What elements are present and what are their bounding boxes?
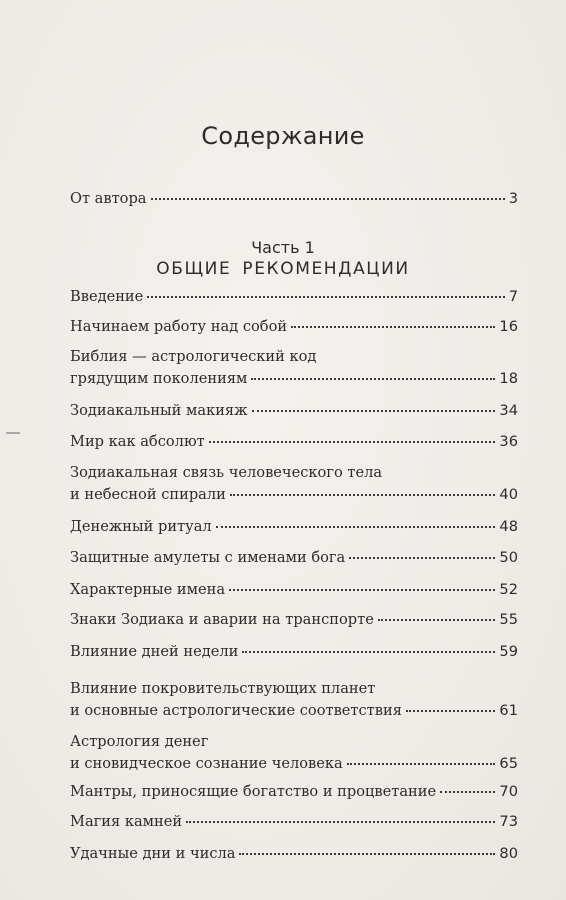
dot-leader (216, 526, 496, 528)
toc-entry-text: Астрология денег (70, 733, 209, 750)
toc-page-number: 70 (499, 783, 518, 800)
toc-entry-text: Характерные имена (70, 581, 226, 598)
toc-entry[interactable] (70, 843, 518, 865)
toc-entry[interactable] (70, 462, 518, 506)
dot-leader (378, 619, 496, 621)
toc-entry-line (70, 731, 518, 753)
toc-page-number: 80 (499, 845, 518, 862)
toc-page-number: 55 (499, 611, 518, 628)
dot-leader (239, 853, 495, 855)
toc-entry-text: и сновидческое сознание человека (70, 755, 343, 772)
toc-entry[interactable] (70, 609, 518, 631)
dot-leader (229, 589, 495, 591)
dot-leader (209, 441, 496, 443)
toc-entry-text: Магия камней (70, 813, 183, 830)
toc-entry-text: Влияние дней недели (70, 643, 239, 660)
toc-entry-text: и основные астрологические соответствия (70, 702, 402, 719)
toc-entry-line (70, 484, 518, 506)
toc-entry-line (70, 547, 518, 569)
dot-leader (291, 326, 495, 328)
dot-leader (151, 198, 505, 200)
toc-entry-text: От автора (70, 190, 147, 207)
toc-page-number: 16 (499, 318, 518, 335)
toc-entry-text: Защитные амулеты с именами бога (70, 549, 346, 566)
margin-mark (6, 432, 20, 434)
dot-leader (406, 710, 496, 712)
toc-entry-preface[interactable] (70, 188, 518, 210)
toc-entry[interactable] (70, 431, 518, 453)
toc-entry-line (70, 462, 518, 484)
toc-entry-text: Введение (70, 288, 144, 305)
toc-entry[interactable] (70, 400, 518, 422)
toc-page-number: 52 (499, 581, 518, 598)
toc-entry[interactable] (70, 678, 518, 722)
toc-page-number: 36 (499, 433, 518, 450)
toc-page-number: 50 (499, 549, 518, 566)
toc-entry-text: и небесной спирали (70, 486, 226, 503)
toc-entry-text: Начинаем работу над собой (70, 318, 288, 335)
toc-entry-text: грядущим поколениям (70, 370, 248, 387)
toc-entry[interactable] (70, 811, 518, 833)
toc-entry[interactable] (70, 316, 518, 338)
dot-leader (349, 557, 495, 559)
toc-page-number: 73 (499, 813, 518, 830)
toc-entry-text: Мантры, приносящие богатство и процветание (70, 783, 437, 800)
toc-entry-line (70, 641, 518, 663)
page-title: Содержание (201, 122, 365, 150)
toc-entry-line (70, 316, 518, 338)
toc-entry-text: Мир как абсолют (70, 433, 205, 450)
toc-entry-line (70, 400, 518, 422)
toc-entry[interactable] (70, 516, 518, 538)
toc-entry-line (70, 678, 518, 700)
dot-leader (252, 410, 496, 412)
dot-leader (186, 821, 495, 823)
toc-page-number: 34 (499, 402, 518, 419)
dot-leader (147, 296, 504, 298)
toc-page-number: 65 (499, 755, 518, 772)
dot-leader (440, 791, 495, 793)
toc-entry-text: Удачные дни и числа (70, 845, 236, 862)
toc-entry[interactable] (70, 346, 518, 390)
part-title: ОБЩИЕ РЕКОМЕНДАЦИИ (156, 259, 410, 279)
toc-entry-line (70, 579, 518, 601)
toc-page-number: 7 (508, 288, 518, 305)
toc-entry[interactable] (70, 286, 518, 308)
toc-entry-line (70, 700, 518, 722)
toc-entry-line (70, 781, 518, 803)
dot-leader (347, 763, 496, 765)
toc-entry[interactable] (70, 731, 518, 775)
toc-page-number: 18 (499, 370, 518, 387)
toc-page-number: 40 (499, 486, 518, 503)
toc-entry[interactable] (70, 579, 518, 601)
toc-page-number: 3 (508, 190, 518, 207)
toc-entry-text: Влияние покровительствующих планет (70, 680, 376, 697)
toc-entry-text: Библия — астрологический код (70, 348, 317, 365)
toc-entry-line (70, 346, 518, 368)
toc-entry-line (70, 843, 518, 865)
dot-leader (242, 651, 495, 653)
toc-entry-line (70, 368, 518, 390)
toc-entry-line (70, 811, 518, 833)
toc-page-number: 61 (499, 702, 518, 719)
toc-entry-line (70, 431, 518, 453)
toc-entry-line (70, 286, 518, 308)
toc-entry-line (70, 516, 518, 538)
toc-entry-line (70, 188, 518, 210)
toc-entry-text: Зодиакальная связь человеческого тела (70, 464, 383, 481)
toc-entry-text: Зодиакальный макияж (70, 402, 248, 419)
toc-page-number: 59 (499, 643, 518, 660)
toc-entry[interactable] (70, 547, 518, 569)
toc-entry-text: Денежный ритуал (70, 518, 212, 535)
dot-leader (251, 378, 495, 380)
toc-entry[interactable] (70, 641, 518, 663)
part-label: Часть 1 (251, 238, 315, 257)
toc-entry-line (70, 609, 518, 631)
dot-leader (230, 494, 496, 496)
toc-entry-text: Знаки Зодиака и аварии на транспорте (70, 611, 374, 628)
toc-entry-line (70, 753, 518, 775)
toc-page-number: 48 (499, 518, 518, 535)
toc-entry[interactable] (70, 781, 518, 803)
